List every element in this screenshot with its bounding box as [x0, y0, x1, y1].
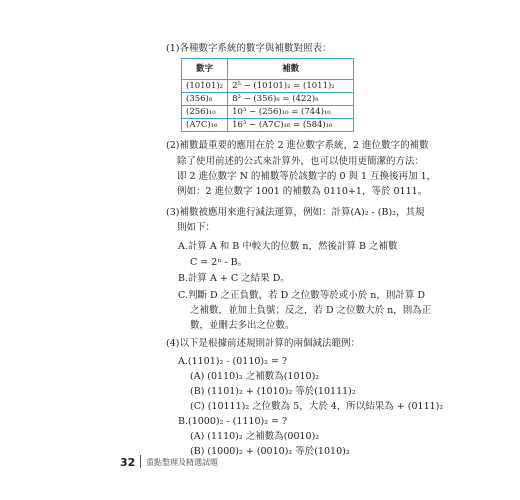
- table-row: [182, 106, 354, 119]
- section3-line: 則如下：: [177, 222, 216, 233]
- table-row: [182, 80, 354, 93]
- example-a-question: A.(1101)₂ - (0110)₂ = ?: [178, 356, 288, 367]
- footer-divider: [140, 455, 141, 468]
- table-cell: (356)₈: [182, 93, 228, 106]
- example-step: (B) (1000)₂ + (0010)₂ 等於(1010)₂: [190, 446, 350, 457]
- table-cell: 8³ − (356)₈ = (422)₈: [228, 93, 354, 106]
- complement-table: [181, 58, 354, 132]
- table-cell: 2⁵ − (10101)₂ = (1011)₂: [228, 80, 354, 93]
- header-complement: 補數: [228, 59, 354, 80]
- example-b-question: B.(1000)₂ - (1110)₂ = ?: [178, 416, 288, 427]
- table-cell: 16³ − (A7C)₁₆ = (584)₁₆: [228, 119, 354, 132]
- table-row: [182, 119, 354, 132]
- section4-title: (4)以下是根據前述規則計算的兩個減法範例：: [166, 338, 360, 349]
- example-step: (C) (10111)₂ 之位數為 5，大於 4，所以結果為 + (0111)₂: [190, 401, 444, 412]
- section3-item: C = 2ⁿ - B。: [190, 257, 248, 268]
- example-step: (A) (0110)₂ 之補數為(1010)₂: [190, 371, 320, 382]
- section2-line: 即 2 進位數字 N 的補數等於該數字的 0 與 1 互換後再加 1，: [177, 171, 437, 182]
- section3-item: A.計算 A 和 B 中較大的位數 n，然後計算 B 之補數: [178, 241, 398, 252]
- section3-item: C.判斷 D 之正負數，若 D 之位數等於或小於 n，則計算 D: [178, 290, 426, 301]
- example-step: (B) (1101)₂ + (1010)₂ 等於(10111)₂: [190, 386, 356, 397]
- section2-line: 例如：2 進位數字 1001 的補數為 0110+1，等於 0111。: [177, 186, 428, 197]
- table-cell: (10101)₂: [182, 80, 228, 93]
- section3-line: (3)補數被應用來進行減法運算，例如：計算(A)₂ - (B)₂，其規: [166, 207, 425, 218]
- section3-item: B.計算 A + C 之結果 D。: [178, 273, 290, 284]
- example-step: (A) (1110)₂ 之補數為(0010)₂: [190, 431, 320, 442]
- table-cell: (256)₁₀: [182, 106, 228, 119]
- table-header-row: [182, 59, 354, 80]
- section3-item: 之補數，並加上負號；反之，若 D 之位數大於 n，則為正: [190, 305, 432, 316]
- page-number: 32: [120, 456, 136, 469]
- table-row: [182, 93, 354, 106]
- table-cell: 10³ − (256)₁₀ = (744)₁₀: [228, 106, 354, 119]
- section2-line: 除了使用前述的公式來計算外，也可以使用更簡潔的方法：: [177, 156, 425, 167]
- table-cell: (A7C)₁₆: [182, 119, 228, 132]
- footer-title: 重點整理及精選試題: [146, 458, 218, 467]
- section2-line: (2)補數最重要的應用在於 2 進位數字系統，2 進位數字的補數: [166, 140, 429, 151]
- section3-item: 數，並刪去多出之位數。: [190, 320, 295, 331]
- header-number: 數字: [182, 59, 228, 80]
- section1-title: (1)各種數字系統的數字與補數對照表：: [166, 43, 332, 54]
